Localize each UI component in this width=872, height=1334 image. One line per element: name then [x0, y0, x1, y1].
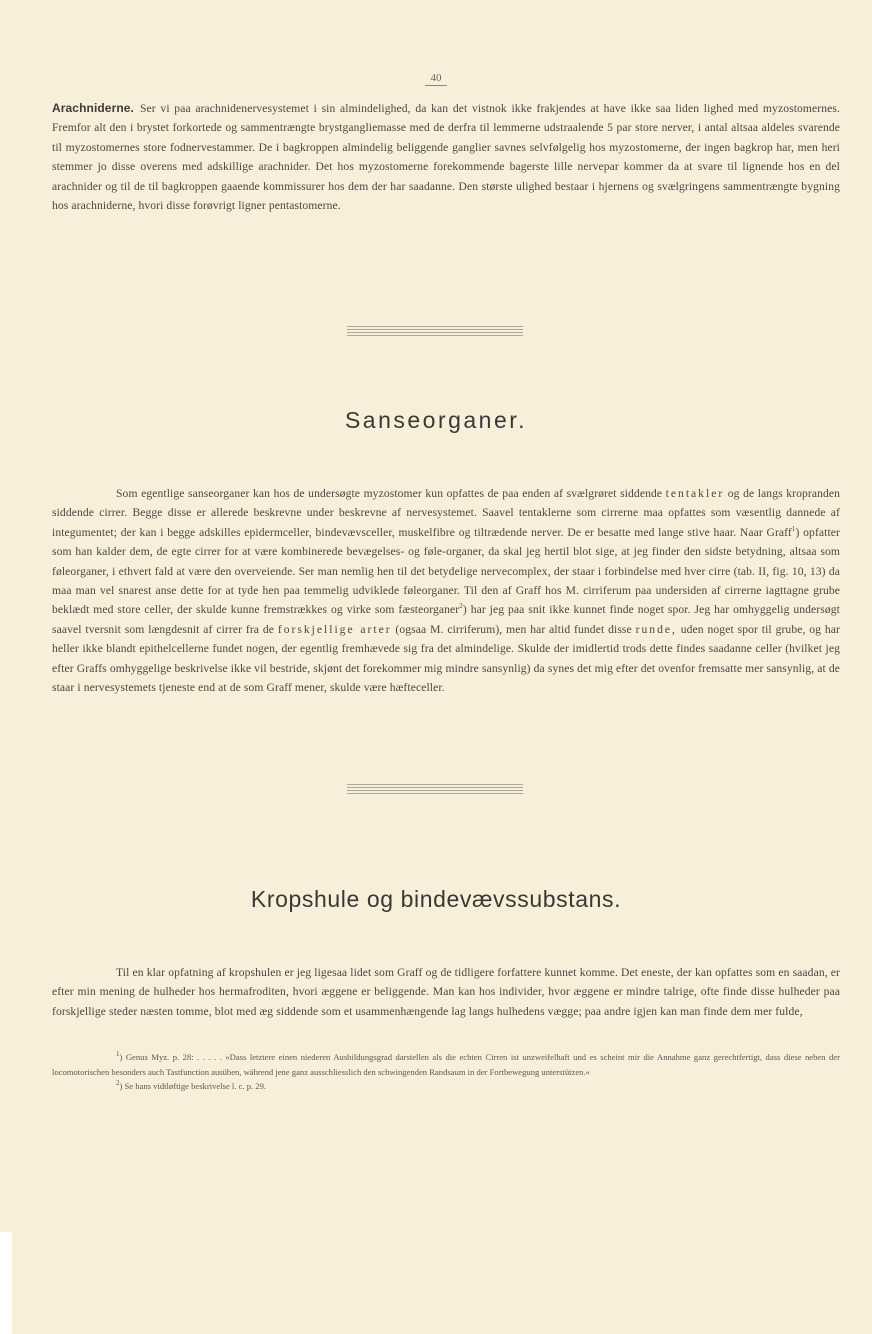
footnote-ref-1: 1 — [791, 524, 796, 533]
sense-text-e: (ogsaa M. cirriferum), men har altid fundet disse — [395, 622, 632, 636]
sense-text-c: ) opfatter som han kalder dem, de egte cirrer for at være kombinerede bevægelses- og føle-organer, da skal jeg hertil blot sige, at jeg finder den sidste betydning, altsaa som føleorganer, i ethvert fald at være den overveiende. Ser man nemlig hen til det betydelige nervecomplex, der staar i forbindelse med hver cirre (tab. II, fig. 10, 13) da maa man vel snarest anse dette for at tyde hen paa temmelig udviklede føleorganer. Til den af Graff hos M. cirriferum paa undersiden af cirrerne iagttagne grube beklædt med store celler, der skulde kunne fremstrækkes og virke som fæsteorganer — [52, 525, 841, 617]
sense-spaced-tentacles: tentakler — [665, 487, 725, 500]
footnote-1-mark: 1 — [116, 1050, 120, 1059]
footnotes — [52, 1050, 840, 1094]
arachnids-paragraph — [52, 99, 840, 215]
footnote-2 — [52, 1079, 840, 1094]
sense-text-f: uden noget spor til grube, og har heller ikke blandt epithelcellerne fundet nogen, der egentlig fremhævede sig fra det almindelige. Skulde der imidlertid trods dette findes saadanne celler (hvilket jeg efter Graffs omhyggelige beskrivelse ikke vil bestride, skjønt det forekommer mig mindre sansynlig) da synes det mig efter det ovenfor fremsatte mer sansynlig, at de staar i nervesystemets tjeneste end at de som Graff mener, skulde være hæfteceller. — [52, 622, 841, 695]
footnote-2-mark: 2 — [116, 1079, 120, 1088]
footnote-1 — [52, 1050, 840, 1079]
footnote-1-text: ) Genus Myz. p. 28: . . . . . »Dass letztere einen niederen Ausbildungsgrad darstellen als die echten Cirren ist unzweifelhaft und es scheint mir die Annahme ganz gerechtfertigt, dass diese neben der locomotorischen besonders auch Tastfunction ausüben, während jene ganz ausschliesslich den schwingenden Randsaum in der Fortbewegung unterstützen.« — [52, 1052, 840, 1077]
section-divider-2 — [347, 784, 523, 796]
footnote-2-text: ) Se hans vidtløftige beskrivelse l. c. p. 29. — [119, 1081, 267, 1092]
arachnids-text: Ser vi paa arachnidenervesystemet i sin almindelighed, da kan det vistnok ikke frakjendes at have ikke saa liden lighed med myzostomernes. Fremfor alt den i brystet forkortede og sammentrængte brystgangliemasse med de derfra til lemmerne udstraalende 5 par store nerver, i antal altsaa aldeles svarende til myzostomernes store fodnervestammer. De i bagkroppen almindelig beliggende ganglier savnes selvfølgelig hos myzostomerne, der ingen bagkrop har, men heri stemmer jo disse overens med adskillige arachnider. Det hos myzostomerne forekommende bagerste lille nervepar kommer da at svare til lignende hos en del arachnider og til de til bagkroppen gaaende kommissurer hos dem der har saadanne. Den største ulighed bestaar i hjernens og svælgringens sammentrængte bygning hos arachniderne, hvori disse forøvrigt ligner pentastomerne. — [52, 102, 840, 213]
heading-body-cavity: Kropshule og bindevævssubstans. — [250, 886, 622, 912]
sense-text-b: og de langs kropranden siddende cirrer. Begge disse er allerede beskrevne under beskrevne af nervesystemet. Saavel tentaklerne som cirrerne maa opfattes som væsentlig dannede af integumentet; der kan i begge adskilles epidermceller, bindevævsceller, muskelfibre og tiltrædende nerver. De er besatte med lange stive haar. Naar Graff — [52, 487, 841, 539]
sense-spaced-round: runde, — [635, 622, 677, 636]
sense-spaced-species: forskjellige arter — [277, 622, 392, 636]
section-divider-1 — [347, 326, 523, 338]
heading-sense-organs: Sanseorganer. — [344, 407, 528, 433]
footnote-ref-2: 2 — [459, 602, 463, 611]
page-number: 40 — [0, 72, 872, 86]
sense-text-a: Som egentlige sanseorganer kan hos de undersøgte myzostomer kun opfattes de paa enden af svælgrøret siddende — [116, 487, 663, 500]
sense-text-d: ) har jeg paa snit ikke kunnet finde noget spor. Jeg har omhyggelig undersøgt saavel tversnit som længdesnit af cirrer fra de — [52, 603, 840, 636]
sense-organs-paragraph — [52, 484, 840, 697]
arachnids-run-in-heading: Arachniderne. — [52, 101, 134, 115]
body-cavity-paragraph: Til en klar opfatning af kropshulen er jeg ligesaa lidet som Graff og de tidligere forfattere kunnet komme. Det eneste, der kan opfattes som en saadan, er efter min mening de hulheder hos hermafroditen, hvori æggene er beliggende. Man kan hos individer, hvor æggene er mindre talrige, ofte finde disse hulheder paa forskjellige steder næsten tomme, blot med æg siddende som et usammenhængende lag langs hulhedens vægge; paa andre igjen kan man finde dem mer fulde, — [52, 966, 840, 1018]
scan-edge-mark — [0, 1232, 12, 1334]
